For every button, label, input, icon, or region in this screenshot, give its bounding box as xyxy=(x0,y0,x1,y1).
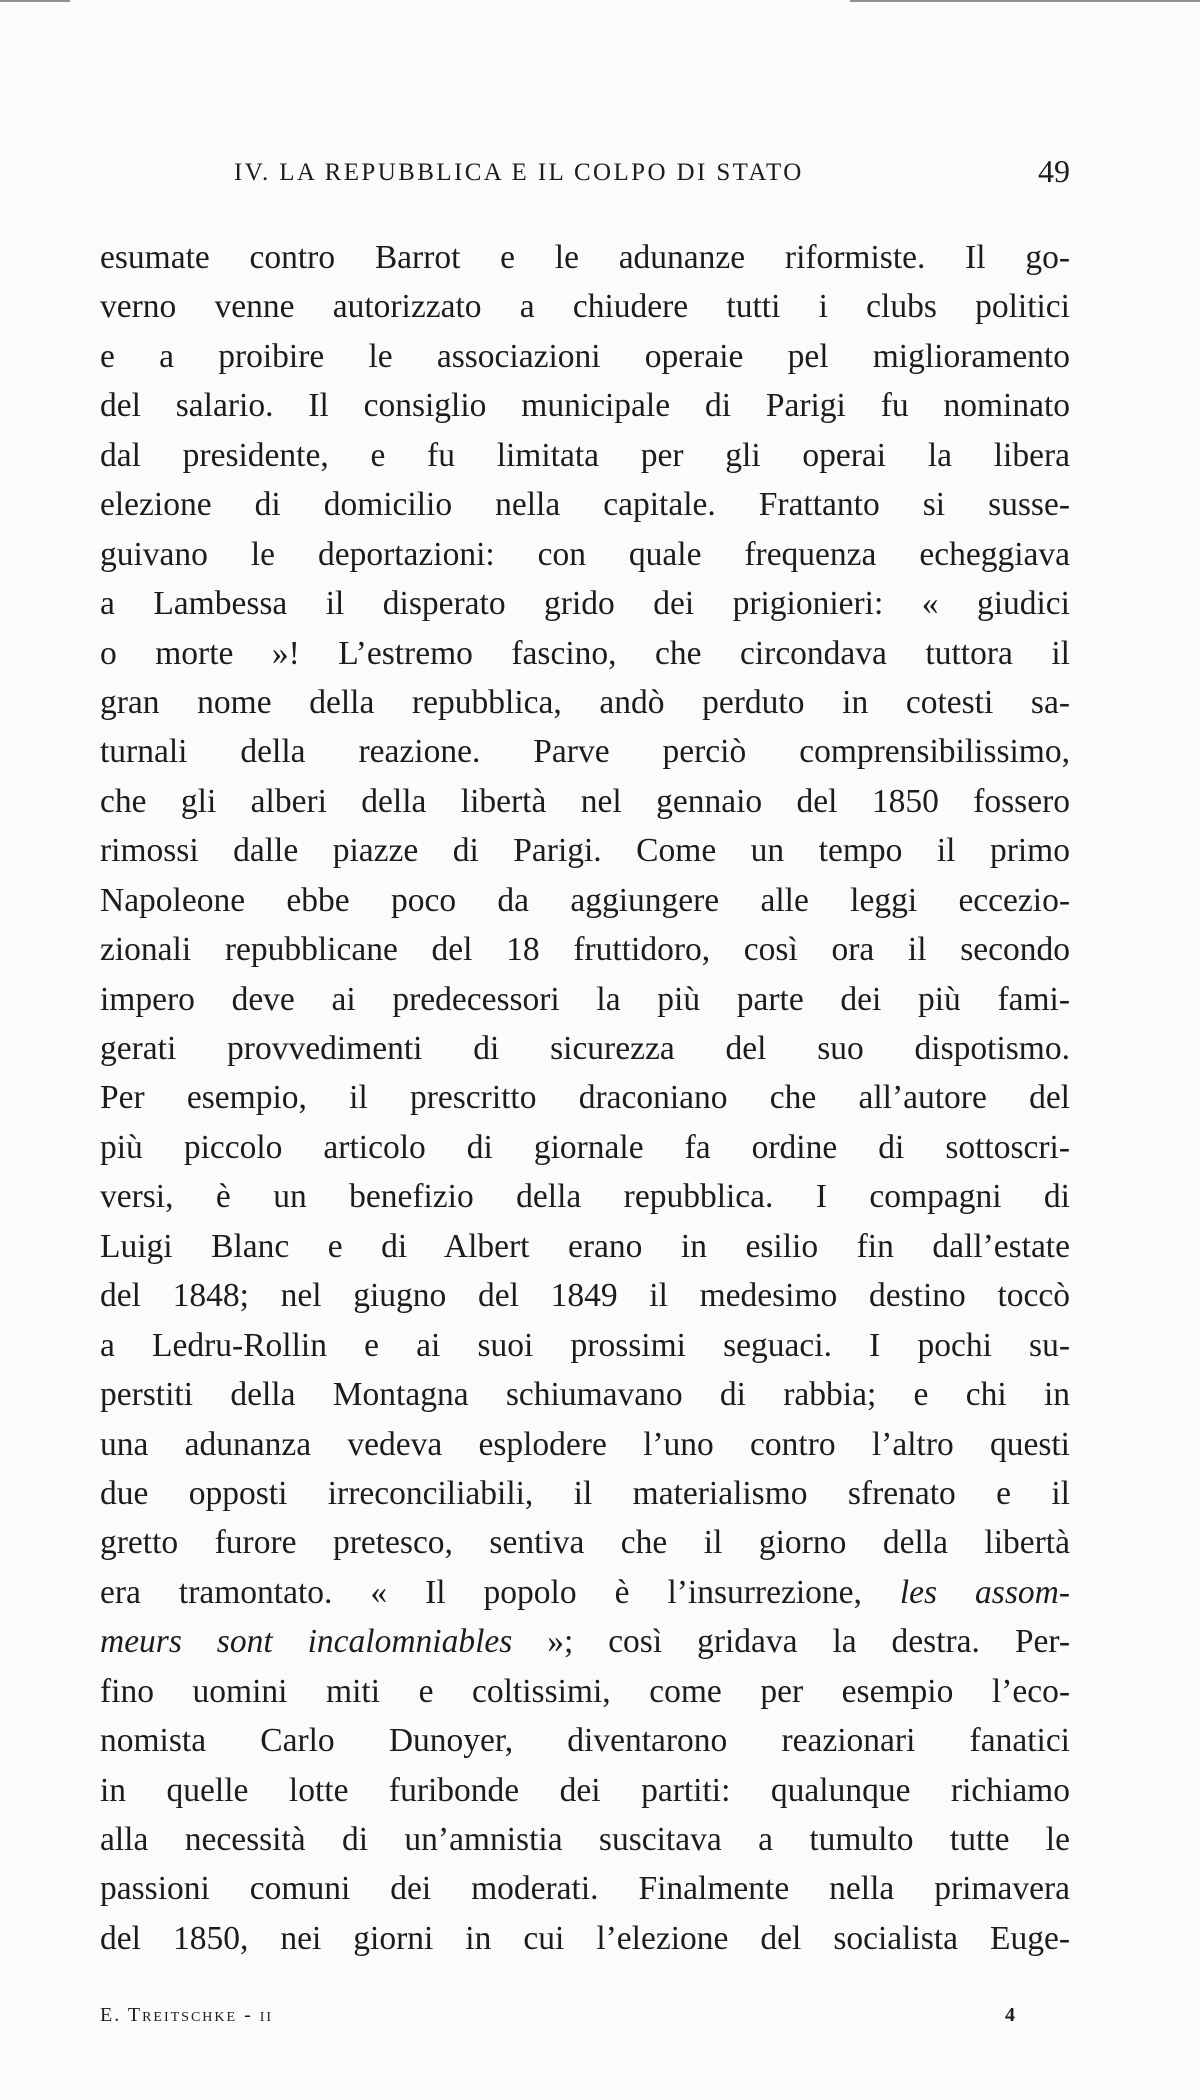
text-line: del 1848; nel giugno del 1849 il medesimo destino toccò xyxy=(100,1277,1070,1315)
page-number: 49 xyxy=(1038,153,1070,189)
text-line: o morte »! L’estremo fascino, che circondava tuttora il xyxy=(100,634,1070,672)
footer-signature: E. Treitschke - ii xyxy=(100,2004,274,2026)
text-line-with-italic xyxy=(100,1568,1070,1617)
scan-edge-mark-left xyxy=(0,0,70,2)
text-line: del salario. Il consiglio municipale di Parigi fu nominato xyxy=(100,387,1070,425)
text-line-with-italic xyxy=(100,1617,1070,1666)
text-line: gerati provvedimenti di sicurezza del suo dispotismo. xyxy=(100,1030,1070,1067)
text-line: una adunanza vedeva esplodere l’uno contro l’altro questi xyxy=(100,1425,1070,1463)
text-line: che gli alberi della libertà nel gennaio del 1850 fossero xyxy=(100,782,1070,820)
text-line: a Ledru-Rollin e ai suoi prossimi seguaci. I pochi su- xyxy=(100,1326,1070,1364)
text-line: nomista Carlo Dunoyer, diventarono reazionari fanatici xyxy=(100,1722,1070,1760)
text-line: Luigi Blanc e di Albert erano in esilio fin dall’estate xyxy=(100,1227,1070,1265)
italic-phrase: meurs sont incalomniables xyxy=(100,1623,513,1661)
text-line: gretto furore pretesco, sentiva che il giorno della libertà xyxy=(100,1524,1070,1562)
text-line: esumate contro Barrot e le adunanze riformiste. Il go- xyxy=(100,239,1070,276)
page-footer xyxy=(100,1998,1015,2032)
text-line: dal presidente, e fu limitata per gli operai la libera xyxy=(100,436,1070,474)
running-head xyxy=(100,155,1070,195)
text-segment: era tramontato. « Il popolo è l’insurrezione, xyxy=(100,1573,900,1611)
text-line: e a proibire le associazioni operaie pel miglioramento xyxy=(100,337,1070,375)
text-line: rimossi dalle piazze di Parigi. Come un tempo il primo xyxy=(100,832,1070,870)
text-line: fino uomini miti e coltissimi, come per esempio l’eco- xyxy=(100,1672,1070,1710)
text-line: due opposti irreconciliabili, il materialismo sfrenato e il xyxy=(100,1474,1070,1512)
text-line: a Lambessa il disperato grido dei prigionieri: « giudici xyxy=(100,585,1070,623)
body-text xyxy=(100,233,1070,1963)
text-line: turnali della reazione. Parve perciò comprensibilissimo, xyxy=(100,733,1070,771)
text-line: guivano le deportazioni: con quale frequenza echeggiava xyxy=(100,535,1070,573)
text-line: in quelle lotte furibonde dei partiti: qualunque richiamo xyxy=(100,1771,1070,1809)
text-line: perstiti della Montagna schiumavano di rabbia; e chi in xyxy=(100,1376,1070,1414)
text-line: alla necessità di un’amnistia suscitava a tumulto tutte le xyxy=(100,1821,1070,1858)
text-line: versi, è un benefizio della repubblica. I compagni di xyxy=(100,1178,1070,1216)
text-line: verno venne autorizzato a chiudere tutti i clubs politici xyxy=(100,288,1070,326)
running-title: IV. LA REPUBBLICA E IL COLPO DI STATO xyxy=(234,159,804,186)
text-segment: »; così gridava la destra. Per- xyxy=(512,1623,1070,1661)
text-line: passioni comuni dei moderati. Finalmente nella primavera xyxy=(100,1870,1070,1908)
text-line: del 1850, nei giorni in cui l’elezione del socialista Euge- xyxy=(100,1919,1070,1957)
text-line: gran nome della repubblica, andò perduto in cotesti sa- xyxy=(100,683,1070,721)
italic-phrase: les assom- xyxy=(899,1573,1070,1611)
scan-edge-mark-right xyxy=(850,0,1200,2)
signature-number: 4 xyxy=(1005,2004,1015,2026)
text-line: più piccolo articolo di giornale fa ordine di sottoscri- xyxy=(100,1128,1070,1166)
text-line: elezione di domicilio nella capitale. Frattanto si susse- xyxy=(100,486,1070,524)
text-line: zionali repubblicane del 18 fruttidoro, così ora il secondo xyxy=(100,931,1070,969)
text-line: Per esempio, il prescritto draconiano che all’autore del xyxy=(100,1079,1070,1117)
text-line: impero deve ai predecessori la più parte dei più fami- xyxy=(100,980,1070,1018)
text-line: Napoleone ebbe poco da aggiungere alle leggi eccezio- xyxy=(100,881,1070,919)
